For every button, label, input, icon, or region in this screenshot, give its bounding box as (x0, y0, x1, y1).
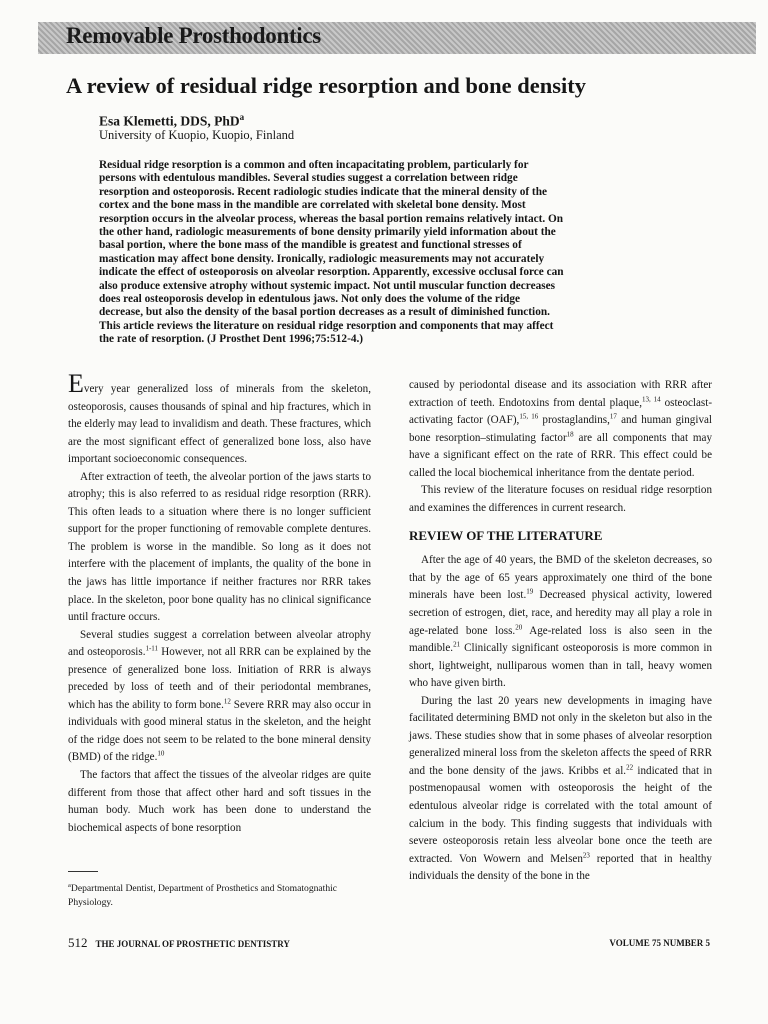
reference-mark: 17 (609, 412, 617, 421)
paragraph-text: and human gingival bone resorption–stimulating factor (409, 414, 712, 444)
paragraph-text: reported that in healthy individuals the density of the bone in the (409, 852, 712, 883)
body-column-right (409, 377, 712, 886)
reference-mark: 12 (223, 697, 231, 706)
abstract-citation: (J Prosthet Dent 1996;75:512-4.) (207, 333, 364, 346)
abstract (99, 159, 564, 347)
paragraph-text: Age-related loss is also seen in the mandible. (409, 624, 712, 655)
paragraph-text: Clinically significant osteoporosis is more common in short, lightweight, nulliparous women than in tall, heavy women who have given birth. (409, 642, 712, 690)
paragraph-text: Several studies suggest a correlation between alveolar atrophy and osteoporosis. (68, 628, 371, 659)
paragraph-text: However, not all RRR can be explained by the presence of generalized bone loss. Initiation of RRR is always preceded by loss of teeth and of their periodontal membranes, which has the ability to form bone. (68, 646, 371, 711)
volume-info: VOLUME 75 NUMBER 5 (609, 938, 710, 948)
paragraph: The factors that affect the tissues of the alveolar ridges are quite different from those that affect other hard and soft tissues in the human body. Much work has been done to understand the biochemical aspects of bone resorption (68, 769, 371, 834)
footnote-mark: a (68, 882, 71, 889)
paragraph-text: very year generalized loss of minerals from the skeleton, osteoporosis, causes thousands of spinal and hip fractures, which in the elderly may lead to invalidism and death. These fractures, which are the most significant effect of generalized bone loss, also have important socioeconomic consequences. (68, 383, 371, 466)
page-number: 512 (68, 935, 88, 950)
paragraph (68, 627, 371, 767)
paragraph-text: are all components that may have a significant effect on the rate of RRR. This effect could be called the local biochemical inheritance from the dentate period. (409, 431, 712, 479)
paragraph (68, 369, 371, 469)
footnote-text: Departmental Dentist, Department of Prosthetics and Stomatognathic Physiology. (68, 883, 338, 909)
paragraph-text: osteoclast-activating factor (OAF), (409, 396, 713, 427)
paragraph: This review of the literature focuses on residual ridge resorption and examines the differences in current research. (409, 484, 712, 514)
author-affiliation: University of Kuopio, Kuopio, Finland (99, 128, 295, 142)
reference-mark: 10 (157, 749, 165, 758)
paragraph-text: After the age of 40 years, the BMD of the skeleton decreases, so that by the age of 65 years approximately one third of the bone minerals have been lost. (409, 554, 712, 602)
paragraph-text: indicated that in postmenopausal women with osteoporosis the height of the edentulous alveolar ridge is correlated with the total amount of calcium in the body. This finding suggests that individuals with severe osteoporosis retain less alveolar bone once the teeth are extracted. Von Wowern and Melsen (409, 764, 713, 865)
paragraph (409, 377, 712, 482)
paragraph-text: Severe RRR may also occur in individuals with good mineral status in the skeleton, and the height of the ridge does not seem to be related to the bone mineral density (BMD) of the ridge. (68, 698, 371, 764)
reference-mark: 19 (526, 587, 534, 596)
reference-mark: 13, 14 (642, 394, 661, 403)
reference-mark: 23 (582, 850, 590, 859)
page-footer-left (68, 936, 290, 951)
reference-mark: 20 (515, 622, 523, 631)
paragraph-text: caused by periodontal disease and its association with RRR after extraction of teeth. Endotoxins from dental plaque, (409, 379, 712, 409)
author-name: Esa Klemetti, DDS, PhD (99, 113, 240, 129)
reference-mark: 22 (626, 763, 634, 772)
author-footnote-mark: a (239, 112, 245, 122)
article-title: A review of residual ridge resorption and bone density (66, 73, 587, 98)
paragraph (409, 693, 712, 886)
section-title: Removable Prosthodontics (66, 23, 321, 48)
reference-mark: 18 (566, 429, 574, 438)
drop-cap: E (68, 369, 84, 398)
paragraph-text: Decreased physical activity, lowered secretion of estrogen, diet, race, and heredity may all play a role in age-related bone loss. (409, 589, 712, 637)
paragraph (409, 552, 712, 692)
paragraph-text: During the last 20 years new developments in imaging have facilitated determining BMD not only in the skeleton but also in the jaws. These studies show that in some phases of alveolar resorption generalized mineral loss from the skeleton affects the speed of RRR and the bone density of the jaws. Kribbs et al. (409, 694, 712, 777)
paragraph-text: prostaglandins, (538, 414, 610, 427)
abstract-text: Residual ridge resorption is a common and often incapacitating problem, particularly for persons with edentulous mandibles. Several studies suggest a correlation between ridge resorption and osteoporosis. Recent radiologic studies indicate that the mineral density of the cortex and the bone mass in the mandible are correlated with skeletal bone density. Most resorption occurs in the alveolar process, whereas the basal portion remains relatively intact. On the other hand, radiologic measurements of bone density primarily yield information about the basal portion, where the bone mass of the mandible is greatest and functional stresses of mastication may affect bone density. Ironically, radiologic measurements may not accurately indicate the effect of osteoporosis on alveolar resorption. Apparently, excessive occlusal force can also produce extensive atrophy without systemic impact. Not until muscular function decreases does real osteoporosis develop in edentulous jaws. Not only does the volume of the ridge decrease, but also the density of the basal portion decreases as a result of diminished function. This article reviews the literature on residual ridge resorption and components that may affect the rate of resorption. (99, 159, 564, 346)
reference-mark: 15, 16 (519, 412, 539, 421)
paragraph: After extraction of teeth, the alveolar portion of the jaws starts to atrophy; this is also referred to as residual ridge resorption (RRR). This often leads to a situation where there is no longer sufficient support for the proper functioning of removable complete dentures. The problem is worse in the mandible. So long as it does not interfere with the placement of implants, the quality of the bone in the jaws has little importance if neither fractures nor RRR takes place. In the skeleton, poor bone quality has no clinical significance until fracture occurs. (68, 470, 371, 624)
footnote-divider (68, 871, 98, 872)
reference-mark: 1-11 (145, 644, 159, 653)
footnote (68, 879, 371, 910)
body-column-left (68, 369, 371, 837)
reference-mark: 21 (453, 640, 461, 649)
journal-name: THE JOURNAL OF PROSTHETIC DENTISTRY (95, 939, 290, 949)
section-heading: REVIEW OF THE LITERATURE (409, 528, 603, 544)
section-banner (38, 22, 756, 54)
